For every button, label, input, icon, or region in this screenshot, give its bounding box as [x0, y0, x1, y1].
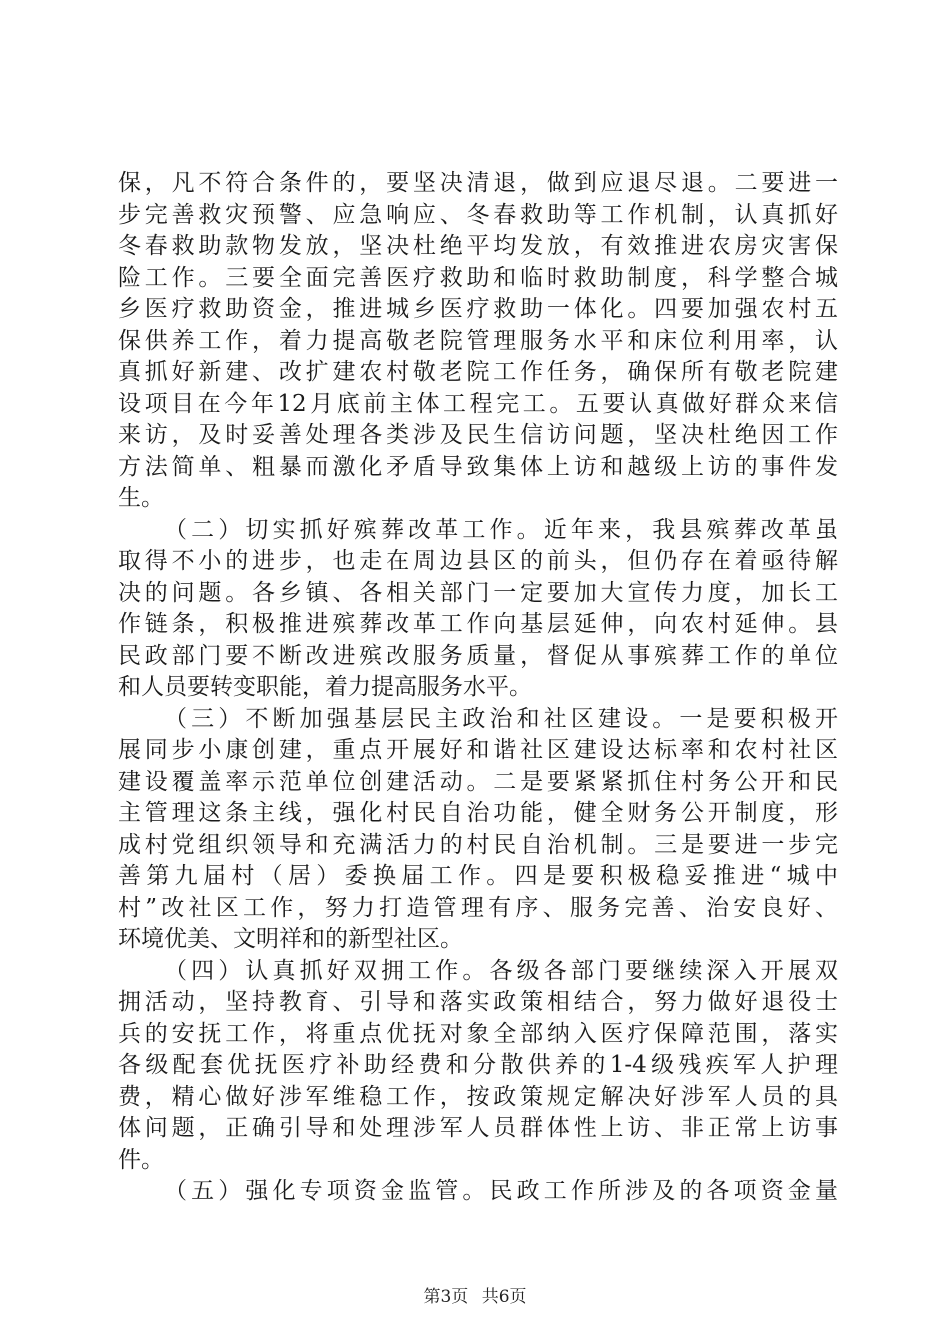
text-line: 体问题，正确引导和处理涉军人员群体性上访、非正常上访事 [118, 1115, 838, 1141]
text-line: 拥活动，坚持教育、引导和落实政策相结合，努力做好退役士 [118, 989, 838, 1015]
text-line: 保供养工作，着力提高敬老院管理服务水平和床位利用率，认 [118, 327, 838, 354]
text-line: 步完善救灾预警、应急响应、冬春救助等工作机制，认真抓好 [118, 201, 838, 228]
text-line: （三）不断加强基层民主政治和社区建设。一是要积极开 [164, 705, 838, 732]
page-total: 共6页 [481, 1287, 527, 1307]
text-line: 乡医疗救助资金，推进城乡医疗救助一体化。四要加强农村五 [118, 296, 838, 322]
text-line: 取得不小的进步，也走在周边县区的前头，但仍存在着亟待解 [118, 548, 838, 574]
page-footer [0, 1282, 950, 1307]
text-line: 环境优美、文明祥和的新型社区。 [118, 926, 463, 952]
text-line: 生。 [118, 485, 164, 511]
text-line: 方法简单、粗暴而激化矛盾导致集体上访和越级上访的事件发 [118, 453, 838, 480]
text-line: 费，精心做好涉军维稳工作，按政策规定解决好涉军人员的具 [118, 1083, 838, 1110]
text-line: 和人员要转变职能，着力提高服务水平。 [118, 674, 532, 700]
text-line: 险工作。三要全面完善医疗救助和临时救助制度，科学整合城 [118, 264, 838, 291]
text-line: 善第九届村（居）委换届工作。四是要积极稳妥推进“城中 [118, 863, 838, 889]
page-number: 第3页 [423, 1287, 469, 1307]
text-line: 设项目在今年12月底前主体工程完工。五要认真做好群众来信 [118, 390, 838, 417]
text-line: 件。 [118, 1146, 164, 1173]
text-line: 兵的安抚工作，将重点优抚对象全部纳入医疗保障范围，落实 [118, 1020, 838, 1047]
text-line: 主管理这条主线，强化村民自治功能，健全财务公开制度，形 [118, 800, 838, 826]
text-line: 决的问题。各乡镇、各相关部门一定要加大宣传力度，加长工 [118, 579, 838, 606]
text-line: （四）认真抓好双拥工作。各级各部门要继续深入开展双 [164, 957, 838, 984]
text-line: 来访，及时妥善处理各类涉及民生信访问题，坚决杜绝因工作 [118, 422, 838, 448]
text-line: 各级配套优抚医疗补助经费和分散供养的1-4级残疾军人护理 [118, 1052, 838, 1078]
text-line: （五）强化专项资金监管。民政工作所涉及的各项资金量 [164, 1178, 838, 1204]
text-line: 村”改社区工作，努力打造管理有序、服务完善、治安良好、 [118, 894, 838, 921]
text-line: 民政部门要不断改进殡改服务质量，督促从事殡葬工作的单位 [118, 642, 838, 669]
text-line: 保，凡不符合条件的，要坚决清退，做到应退尽退。二要进一 [118, 170, 838, 196]
text-line: 成村党组织领导和充满活力的村民自治机制。三是要进一步完 [118, 831, 838, 858]
text-line: 作链条，积极推进殡葬改革工作向基层延伸，向农村延伸。县 [118, 611, 838, 637]
text-line: 冬春救助款物发放，坚决杜绝平均发放，有效推进农房灾害保 [118, 233, 838, 259]
document-body [118, 168, 838, 1208]
text-line: 建设覆盖率示范单位创建活动。二是要紧紧抓住村务公开和民 [118, 768, 838, 795]
text-line: （二）切实抓好殡葬改革工作。近年来，我县殡葬改革虽 [164, 516, 838, 543]
text-line: 真抓好新建、改扩建农村敬老院工作任务，确保所有敬老院建 [118, 359, 838, 385]
text-line: 展同步小康创建，重点开展好和谐社区建设达标率和农村社区 [118, 737, 838, 763]
